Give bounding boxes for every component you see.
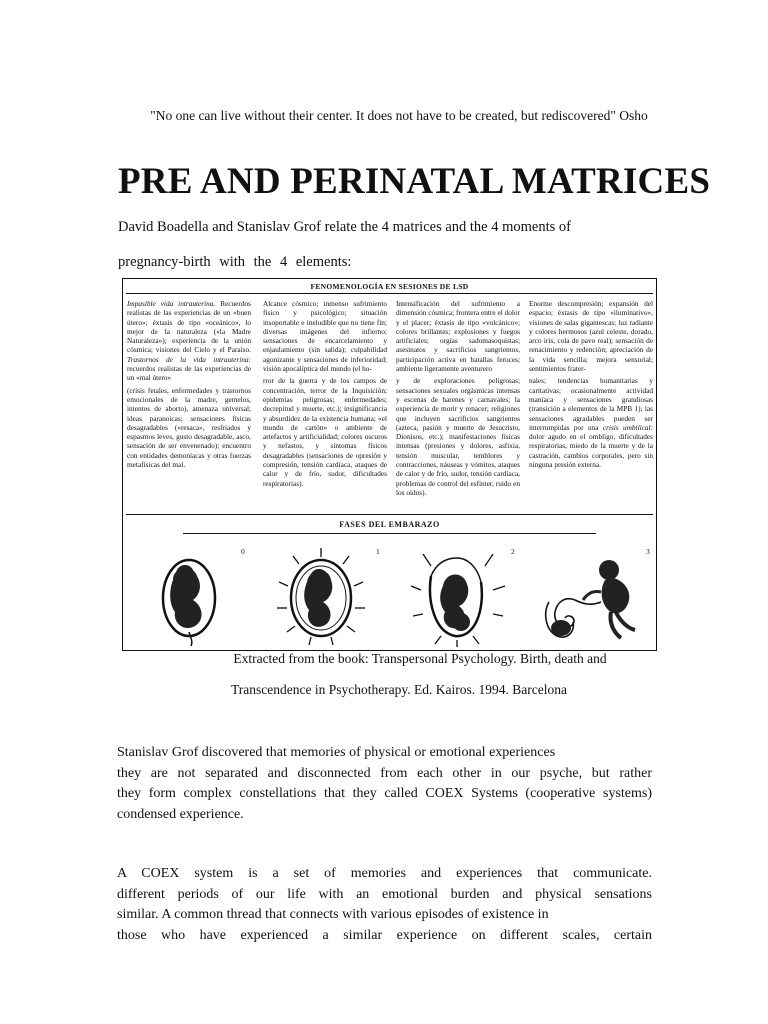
column-2-text-3: rror de la guerra y de los campos de concentración, terror de la Inquisición; epidemias peligrosas; enfermedades; decrepitud y muerte, etc.); insignificancia y absurdidez de la existencia humana; «el mundo de cartón» o ambiente de artefactos y artificialidad; colores oscuros y nefastos, y síntomas físicos desagradables (sensaciones de opresión y compresión, tensión cardíaca, ataques de calor y de frío, sudor, dificultades respiratorias). [263,376,387,488]
paragraph-coex-definition [117,864,652,946]
column-2-text: Alcance cósmico; inmenso sufrimiento físico y psicológico; situación insoportable e ineludible que no tiene fin; diversas imágenes del infierno; sensaciones de encarcelamiento y enjaulamiento (sin salida); culpabilidad agonizante y sensaciones de inferioridad; visión apocalíptica del mundo (el ho- [263,299,387,374]
epigraph-quote: "No one can live without their center. It does not have to be created, but rediscovered" Osho [150,108,648,123]
column-1-text: Recuerdos realistas de las experiencias de un «buen útero»; éxtasis de tipo «oceánico», lo mejor de la naturaleza («la Madre Naturaleza»); experiencia de la unión cósmica; visiones del Cielo y el Paraíso. [127,299,251,355]
column-3-text-3: y de exploraciones peligrosas; sensaciones sexuales orgásmicas intensas y escenas de harenes y carnavales; la experiencia de morir y renacer; religiones que incluyen sacrificios sangrientos (azteca, pasión y muerte de Jesucristo, Dionisos, etc.); manifestaciones físicas intensas (presiones y dolores, asfixia, tensión muscular, temblores y contracciones, náuseas y vómitos, ataques de calor y de frío, sudor, tensión cardíaca, problemas de control del esfínter, ruido en los oídos). [396,376,520,497]
column-1-italic-lead: Impasible vida intrauterina. [127,299,216,308]
figure-header-rule [126,293,653,294]
figure-caption-line-2: Transcendence in Psychotherapy. Ed. Kairos. 1994. Barcelona [230,682,568,697]
column-1-text-3: (crisis fetales, enfermedades y trastornos emocionales de la madre, gemelos, intentos de aborto), amenaza universal; ideas paranoicas; sensaciones físicas desagradables («resaca», resfriados y espasmos leves, gusto desagradable, asco, sensación de ser envenenado); encuentro con entidades demoníacas y otras fuerzas metafísicas del mal. [127,385,251,470]
paragraph-coex-discovery [117,743,652,825]
paragraph-2-line: different periods of our life with an emotional burden and physical sensations [117,886,652,902]
paragraph-2-line: A COEX system is a set of memories and experiences that communicate. [117,866,652,881]
compressed-fetus-icon [265,546,383,648]
fetus-in-womb-icon [133,546,251,648]
lsd-phenomenology-figure [122,278,657,651]
matrix-column-3 [396,299,520,500]
stage-0-number: 0 [241,547,245,556]
column-1-italic-mid: Trastornos de la vida intrauterina: [127,354,251,364]
phases-rule-bottom [183,533,596,534]
intro-line-2: pregnancy-birth with the 4 elements: [118,254,352,270]
intro-line-1: David Boadella and Stanislav Grof relate the 4 matrices and the 4 moments of [118,219,571,235]
figure-header: FENOMENOLOGÍA EN SESIONES DE LSD [310,282,469,291]
paragraph-2-line: similar. A common thread that connects with various episodes of existence in [117,907,549,922]
matrix-column-4 [529,299,653,472]
pregnancy-stage-3-drawing [535,546,653,648]
matrix-column-2 [263,299,387,491]
paragraph-1-line: Stanislav Grof discovered that memories of physical or emotional experiences [117,745,556,760]
figure-caption-line-1: Extracted from the book: Transpersonal Psychology. Birth, death and [233,651,607,666]
column-4-italic-tail: crisis umbilical: [602,422,653,432]
stage-2-number: 2 [511,547,515,556]
column-1-text-2: recuerdos realistas de las experiencias de un «mal útero» [127,364,251,383]
column-4-text-4: dolor agudo en el ombligo, dificultades respiratorias, miedo de la muerte y de la castración, cambios corporales, pero sin ninguna presión externa. [529,432,653,470]
matrix-column-1 [127,299,251,472]
column-3-text: Intensificación del sufrimiento a dimensión cósmica; frontera entre el dolor y el placer; éxtasis de tipo «volcánico»; colores brillantes; explosiones y fuegos artificiales; orgías sadomasoquistas; asesinatos y sacrificios sangrientos, participación activa en batallas feroces; ambiente ligeramente aventurero [396,299,520,374]
paragraph-1-line: they are not separated and disconnected from each other in our psyche, but rather [117,765,652,781]
paragraph-1-line: condensed experience. [117,806,244,822]
page-title: PRE AND PERINATAL MATRICES [118,161,711,202]
column-4-text: Enorme descompresión; expansión del espacio; éxtasis de tipo «iluminativo», visiones de salas gigantescas; luz radiante y colores hermosos (azul celeste, dorado, arco iris, cola de pavo real); sensación de renacimiento y redención; apreciación de la vida sencilla; mejora sensorial; sentimientos frater- [529,299,653,374]
birth-canal-fetus-icon [401,546,519,648]
column-4-text-3: nales; tendencias humanitarias y caritativas; ocasionalmente actividad maníaca y sensaciones grandiosas (transición a elementos de la MPB 1); las sensaciones agradables pueden ser interrumpidas por una [529,376,653,432]
phases-label: FASES DEL EMBARAZO [339,520,440,529]
stage-1-number: 1 [376,547,380,556]
stage-3-number: 3 [646,547,650,556]
paragraph-1-line: they form complex constellations that they called COEX Systems (cooperative systems) [117,786,652,801]
pregnancy-stage-1-drawing [265,546,383,648]
paragraph-2-line: those who have experienced a similar experience on different scales, certain [117,927,652,943]
newborn-with-umbilical-cord-icon [535,546,653,648]
pregnancy-stage-2-drawing [401,546,519,648]
phases-rule-top [126,514,653,515]
pregnancy-stage-0-drawing [133,546,251,648]
